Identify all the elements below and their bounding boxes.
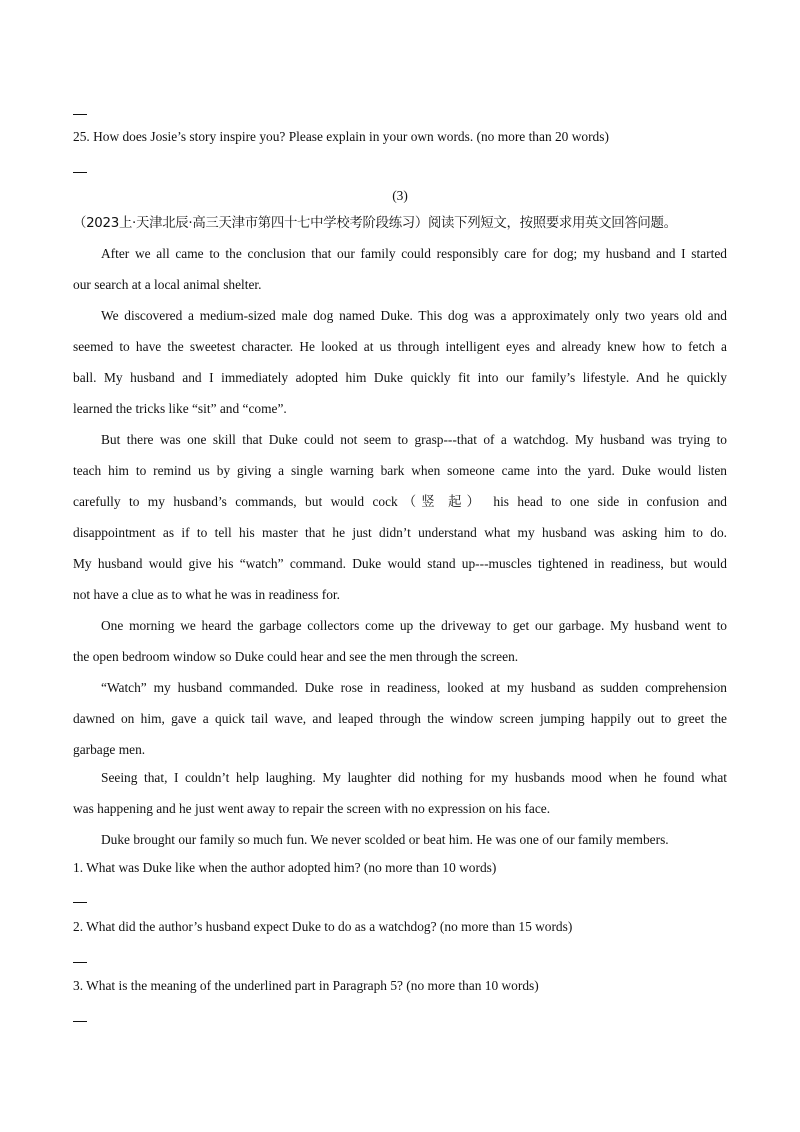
question-3: 3. What is the meaning of the underlined part in Paragraph 5? (no more than 10 words) xyxy=(73,978,539,993)
answer-blank-2[interactable] xyxy=(73,962,87,963)
passage-line: garbage men. xyxy=(73,742,146,757)
answer-blank-3[interactable] xyxy=(73,1021,87,1022)
passage-line: After we all came to the conclusion that our family could responsibly care for dog; my husband and I started xyxy=(101,246,727,261)
passage-line: was happening and he just went away to repair the screen with no expression on his face. xyxy=(73,801,551,816)
passage-line: But there was one skill that Duke could not seem to grasp---that of a watchdog. My husband was trying to xyxy=(101,432,727,447)
passage-line: disappointment as if to tell his master that he just didn’t understand what my husband was asking him to do. xyxy=(73,525,727,540)
section-source: （2023上·天津北辰·高三天津市第四十七中学校考阶段练习）阅读下列短文，按照要求用英文回答问题。 xyxy=(73,216,677,231)
question-2: 2. What did the author’s husband expect Duke to do as a watchdog? (no more than 15 words) xyxy=(73,919,573,934)
passage-line: One morning we heard the garbage collectors come up the driveway to get our garbage. My husband went to xyxy=(101,618,727,633)
question-1: 1. What was Duke like when the author adopted him? (no more than 10 words) xyxy=(73,860,497,875)
passage-line: “Watch” my husband commanded. Duke rose in readiness, looked at my husband as sudden comprehension xyxy=(101,680,727,695)
passage-line: our search at a local animal shelter. xyxy=(73,277,262,292)
passage-line: ball. My husband and I immediately adopted him Duke quickly fit into our family’s lifestyle. And he quickly xyxy=(73,370,727,385)
answer-blank-1[interactable] xyxy=(73,902,87,903)
passage-line: Duke brought our family so much fun. We never scolded or beat him. He was one of our family members. xyxy=(101,832,669,847)
passage-line: My husband would give his “watch” command. Duke would stand up---muscles tightened in readiness, but would xyxy=(73,556,727,571)
section-number: (3) xyxy=(392,188,408,203)
passage-line: teach him to remind us by giving a single warning bark when someone came into the yard. Duke would listen xyxy=(73,463,727,478)
passage-line: seemed to have the sweetest character. He looked at us through intelligent eyes and already knew how to fetch a xyxy=(73,339,727,354)
passage-line: carefully to my husband’s commands, but would cock（竖 起） his head to one side in confusion and xyxy=(73,494,727,509)
passage-line: learned the tricks like “sit” and “come”. xyxy=(73,401,287,416)
passage-line: not have a clue as to what he was in readiness for. xyxy=(73,587,340,602)
answer-blank-25[interactable] xyxy=(73,172,87,173)
passage-line: Seeing that, I couldn’t help laughing. My laughter did nothing for my husbands mood when he found what xyxy=(101,770,727,785)
passage-line: the open bedroom window so Duke could hear and see the men through the screen. xyxy=(73,649,519,664)
passage-line: We discovered a medium-sized male dog named Duke. This dog was a approximately only two years old and xyxy=(101,308,727,323)
question-25: 25. How does Josie’s story inspire you? Please explain in your own words. (no more than 20 words) xyxy=(73,129,609,144)
passage-line: dawned on him, gave a quick tail wave, and leaped through the window screen jumping happily out to greet the xyxy=(73,711,727,726)
answer-blank-24[interactable] xyxy=(73,114,87,115)
